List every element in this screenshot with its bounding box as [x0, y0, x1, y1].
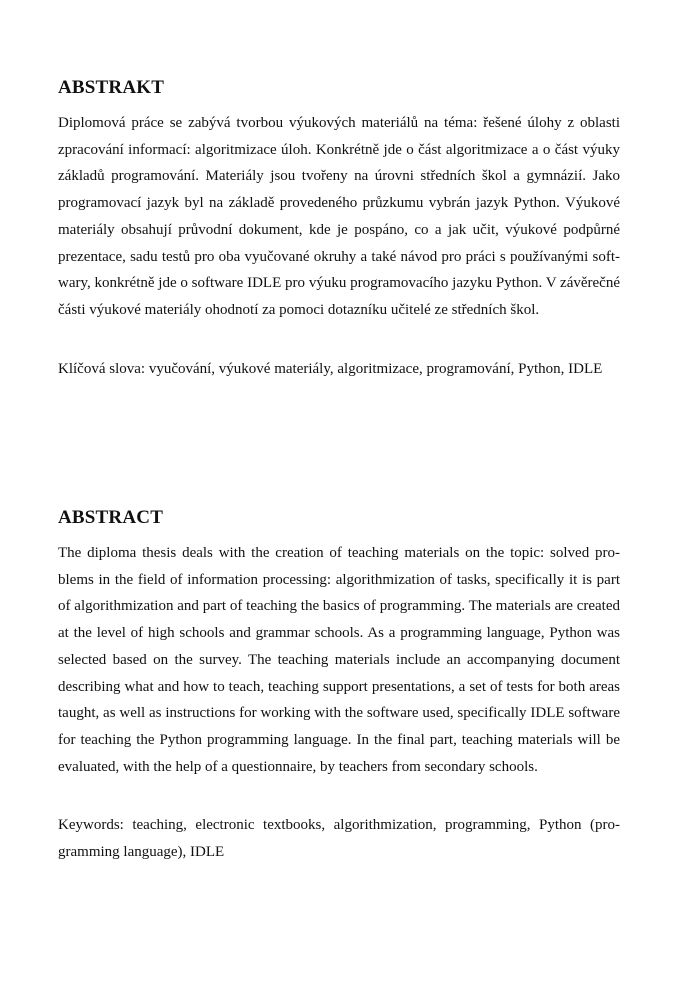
abstract-czech-keywords: Klíčová slova: vyučování, výukové materiály, algoritmizace, programování, Python, IDLE — [58, 360, 603, 377]
abstract-czech-body: Diplomová práce se zabývá tvorbou výukových materiálů na téma: řešené úlohy z oblasti zpracování informací: algoritmizace úloh. Konkrétně jde o část algoritmizace a o část výuky základů programování. Materiály jsou tvořeny na úrovni středních škol a gymnázií. Jako programovací jazyk byl na základě provedeného průzkumu vybrán jazyk Python. Výukové materiály obsahují průvodní dokument, kde je pospáno, co a jak učit, výukové podpůrné prezentace, sadu testů pro oba vyučované okruhy a také návod pro práci s používanými softwary, konkrétně jde o software IDLE pro výuku programovacího jazyku Python. V závěrečné části výukové materiály ohodnotí za pomoci dotazníku učitelé ze středních škol. — [58, 115, 620, 318]
abstract-english-heading: ABSTRACT — [58, 507, 164, 528]
abstract-english-keywords: Keywords: teaching, electronic textbooks, algorithmization, programming, Python (programming language), IDLE — [58, 817, 620, 861]
abstract-czech-section — [58, 76, 620, 382]
abstract-english-section — [58, 506, 620, 866]
abstract-english-body: The diploma thesis deals with the creation of teaching materials on the topic: solved problems in the field of information processing: algorithmization of tasks, specifically it is part of algorithmization and part of teaching the basics of programming. The materials are created at the level of high schools and grammar schools. As a programming language, Python was selected based on the survey. The teaching materials include an accompanying document describing what and how to teach, teaching support presentations, a set of tests for both areas taught, as well as instructions for working with the software used, specifically IDLE software for teaching the Python programming language. In the final part, teaching materials will be evaluated, with the help of a questionnaire, by teachers from secondary schools. — [58, 545, 620, 775]
abstract-czech-heading: ABSTRAKT — [58, 77, 165, 98]
